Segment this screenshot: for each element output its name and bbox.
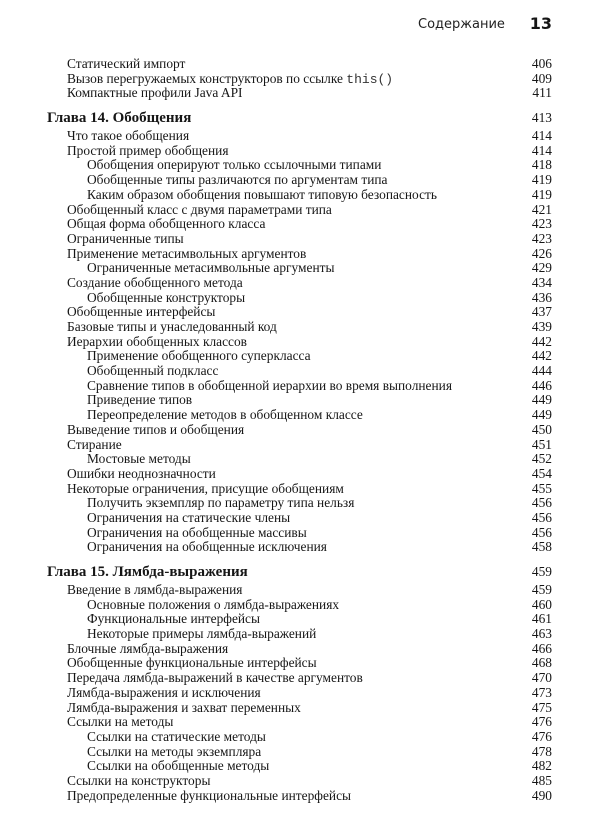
toc-entry-page: 461 [531,611,552,627]
toc-entry-page: 406 [531,56,552,71]
toc-entry-page: 436 [531,289,552,305]
toc-entry-title [67,774,210,789]
toc-chapter-heading [47,563,552,581]
toc-entry-title [67,789,351,804]
toc-entry-title [87,393,192,408]
toc-entry [47,511,552,526]
toc-entry-title [87,511,290,526]
toc-entry-title [87,598,339,613]
toc-entry-title [87,627,316,642]
toc-entry-text: Ссылки на методы экземпляра [87,743,262,759]
toc-entry-title [47,109,191,127]
toc-entry-title [87,526,307,541]
toc-entry-text: Лямбда-выражения и захват переменных [67,699,301,715]
toc-entry-title [67,232,184,247]
toc-entry-text: Обобщенный класс с двумя параметрами типа [67,201,332,217]
toc-entry-text: Обобщения оперируют только ссылочными типами [87,157,382,173]
toc-entry [47,656,552,671]
toc-entry [47,217,552,232]
toc-entry-page: 421 [531,201,552,217]
toc-entry [47,203,552,218]
toc-entry-title [67,656,317,671]
toc-entry-text: Глава 15. Лямбда-выражения [47,564,248,580]
page-number: 13 [529,14,552,33]
toc-entry-title [67,320,277,335]
toc-entry-title [67,701,301,716]
toc-entry-title [67,467,216,482]
toc-entry-text: Глава 14. Обобщения [47,110,192,127]
toc-entry-title [67,715,173,730]
toc-entry-text: Ограничения на обобщенные исключения [87,539,327,555]
toc-entry [47,276,552,291]
toc-entry-text: Применение метасимвольных аргументов [67,245,307,261]
toc-entry-page: 450 [531,421,552,437]
toc-entry-page: 442 [531,348,552,364]
toc-entry-title [67,686,261,701]
toc-entry-title [87,730,266,745]
toc-entry-title [67,144,228,159]
toc-entry-page: 459 [531,564,552,579]
toc-entry-title [87,408,363,423]
toc-entry-page: 454 [531,465,552,481]
toc-entry [47,759,552,774]
toc-entry-page: 423 [531,216,552,232]
toc-entry-text: Создание обобщенного метода [67,274,243,290]
toc-entry-title [87,496,354,511]
toc-entry-title [67,203,332,218]
toc-entry [47,526,552,541]
toc-entry [47,745,552,760]
toc-entry-page: 470 [531,670,552,686]
toc-entry-text: Ограничения на статические члены [87,509,291,525]
toc-entry-title [87,158,381,173]
toc-entry-title [67,86,243,101]
toc-entry-text: Ограничения на обобщенные массивы [87,524,307,540]
toc-entry-text: Простой пример обобщения [67,142,229,158]
toc-entry-title [87,379,452,394]
toc-entry-page: 451 [531,436,552,452]
toc-entry-page: 449 [531,407,552,423]
toc-entry [47,261,552,276]
toc-entry-title [67,247,306,262]
toc-entry-page: 414 [531,142,552,158]
toc-entry-text: Приведение типов [87,392,193,408]
toc-entry [47,364,552,379]
toc-entry [47,291,552,306]
toc-entry-page: 466 [531,640,552,656]
toc-entry-page: 456 [531,524,552,540]
toc-entry-page: 475 [531,699,552,715]
toc-entry [47,482,552,497]
toc-entry-title [87,452,191,467]
toc-entry-text: Обобщенные функциональные интерфейсы [67,655,317,671]
toc-entry-text: Выведение типов и обобщения [67,421,245,437]
toc-entry [47,379,552,394]
toc-entry-page: 423 [531,230,552,246]
toc-entry [47,452,552,467]
toc-entry-page: 458 [531,539,552,555]
toc-entry [47,57,552,72]
toc-entry-text: Ссылки на обобщенные методы [87,758,270,774]
toc-entry-text: Ссылки на методы [67,714,174,730]
toc-entry-page: 414 [531,128,552,144]
toc-entry-text: Обобщенный подкласс [87,363,219,379]
toc-entry-title [67,423,244,438]
toc-entry [47,144,552,159]
toc-entry-text: Переопределение методов в обобщенном классе [87,407,363,423]
toc-entry-title [87,349,311,364]
toc-entry [47,129,552,144]
toc-entry-text: Передача лямбда-выражений в качестве аргументов [67,670,363,686]
toc-entry [47,467,552,482]
toc-entry-page: 411 [532,85,552,101]
toc-entry [47,158,552,173]
toc-entry-text: Базовые типы и унаследованный код [67,319,277,334]
toc-entry [47,335,552,350]
toc-entry [47,305,552,320]
toc-entry [47,583,552,598]
toc-entry-page: 452 [531,451,552,467]
toc-entry [47,173,552,188]
toc-entry-text: Обобщенные интерфейсы [67,304,216,320]
toc-entry-page: 409 [531,70,552,86]
toc-entry-title [67,305,215,320]
toc-entry [47,701,552,716]
toc-entry [47,642,552,657]
toc-entry [47,86,552,101]
toc-entry [47,789,552,804]
toc-entry-page: 413 [531,110,552,126]
toc-entry-page: 476 [531,714,552,730]
toc-entry [47,438,552,453]
toc-entry-text: Ссылки на конструкторы [67,772,211,788]
toc-entry-title [87,759,269,774]
toc-entry [47,188,552,203]
toc-entry-page: 434 [531,274,552,290]
toc-entry [47,671,552,686]
toc-entry-title [47,563,248,581]
toc-entry-title [87,173,388,188]
toc-entry-title [67,57,185,72]
toc-entry-page: 485 [531,772,552,788]
toc-entry-page: 437 [531,304,552,320]
toc-entry-text: Ошибки неоднозначности [67,465,216,481]
toc-entry-page: 419 [531,186,552,202]
toc-entry-page: 456 [531,495,552,511]
toc-entry-page: 478 [531,743,552,759]
toc-entry [47,423,552,438]
toc-entry-text: Некоторые примеры лямбда-выражений [87,626,317,642]
toc-entry [47,730,552,745]
toc-entry-title [67,642,228,657]
toc-entry-text: Предопределенные функциональные интерфейсы [67,787,352,803]
toc-entry-title [87,364,218,379]
toc-entry-title [67,583,242,598]
toc-entry-text: Сравнение типов в обобщенной иерархии во время выполнения [87,377,452,393]
toc-entry-text: Мостовые методы [87,451,191,467]
toc-entry [47,715,552,730]
table-of-contents [47,57,552,803]
toc-entry-text: Обобщенные конструкторы [87,289,246,305]
toc-entry-title [87,188,437,203]
toc-entry-title [67,335,247,350]
toc-entry-page: 455 [531,480,552,496]
toc-entry-text: Стирание [67,436,122,452]
toc-entry [47,612,552,627]
toc-entry-page: 449 [531,392,552,408]
toc-entry-page: 490 [531,787,552,803]
toc-entry-title [67,276,243,291]
toc-entry-page: 444 [531,363,552,379]
toc-entry [47,393,552,408]
toc-entry-text: Ограниченные типы [67,230,184,246]
toc-entry-text: Ограниченные метасимвольные аргументы [87,260,335,276]
toc-entry [47,349,552,364]
toc-entry-page: 482 [531,758,552,774]
toc-entry-text: Лямбда-выражения и исключения [67,684,261,700]
toc-entry-text: Обобщенные типы различаются по аргументам типа [87,172,388,188]
toc-entry [47,72,552,87]
toc-entry-page: 418 [531,157,552,173]
toc-entry-title [87,540,327,555]
toc-entry-page: 429 [531,260,552,276]
toc-entry-text: Некоторые ограничения, присущие обобщениям [67,480,344,496]
toc-entry-title [67,482,344,497]
toc-entry-page: 468 [531,655,552,671]
toc-entry-page: 476 [531,728,552,744]
toc-entry-page: 426 [531,245,552,261]
toc-entry [47,320,552,335]
toc-entry [47,540,552,555]
toc-entry-page: 439 [531,319,552,334]
toc-entry-text: Вызов перегружаемых конструкторов по ссылке [67,70,347,86]
toc-entry [47,598,552,613]
toc-entry [47,686,552,701]
toc-entry-page: 459 [531,582,552,597]
toc-entry [47,247,552,262]
toc-entry-text: Применение обобщенного суперкласса [87,348,311,364]
toc-entry-text: Блочные лямбда-выражения [67,640,229,656]
toc-entry-text: Введение в лямбда-выражения [67,582,243,597]
toc-entry-title [87,261,334,276]
toc-chapter-heading [47,109,552,127]
toc-entry-text: Что такое обобщения [67,128,190,144]
toc-entry-page: 456 [531,509,552,525]
toc-entry-title [67,671,363,686]
toc-entry-text: Статический импорт [67,56,186,71]
toc-entry-page: 446 [531,377,552,393]
toc-entry-title [87,291,245,306]
toc-entry-title [87,745,261,760]
toc-entry-title [67,217,265,232]
toc-entry [47,774,552,789]
toc-entry-text: Получить экземпляр по параметру типа нельзя [87,495,355,511]
running-header-title: Содержание [418,17,505,32]
toc-entry-page: 419 [531,172,552,188]
toc-entry [47,627,552,642]
toc-entry-page: 463 [531,626,552,642]
toc-entry-text: Общая форма обобщенного класса [67,216,266,232]
toc-entry-page: 473 [531,684,552,700]
toc-entry [47,496,552,511]
toc-entry-text: Компактные профили Java API [67,85,243,101]
toc-entry-title [87,612,260,627]
toc-entry-page: 442 [531,333,552,349]
toc-entry [47,408,552,423]
toc-entry-text: Каким образом обобщения повышают типовую безопасность [87,186,437,202]
toc-entry-title [67,129,189,144]
toc-entry [47,232,552,247]
toc-entry-code: this() [346,71,394,87]
toc-entry-text: Функциональные интерфейсы [87,611,260,627]
toc-entry-title [67,438,122,453]
toc-entry-text: Ссылки на статические методы [87,728,266,744]
toc-entry-text: Иерархии обобщенных классов [67,333,248,349]
toc-entry-page: 460 [531,596,552,612]
toc-entry-text: Основные положения о лямбда-выражениях [87,596,340,612]
